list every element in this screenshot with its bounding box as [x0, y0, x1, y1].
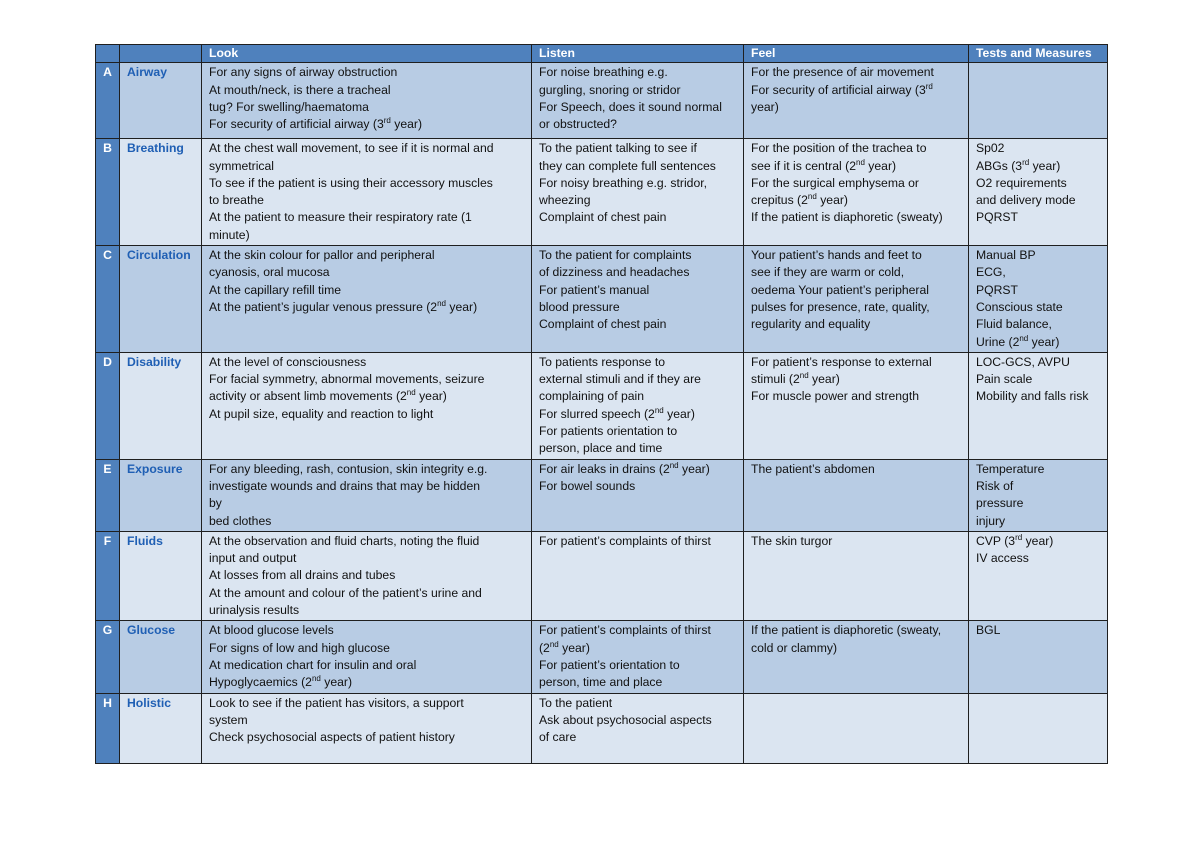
- cell-line: regularity and equality: [751, 317, 871, 332]
- cell-line: At mouth/neck, is there a tracheal: [209, 82, 391, 97]
- cell-line: For facial symmetry, abnormal movements, seizure: [209, 372, 485, 387]
- cell-line: year): [751, 99, 779, 114]
- cell-line: to breathe: [209, 193, 264, 208]
- cell-line: minute): [209, 227, 250, 242]
- row-category: Fluids: [120, 531, 202, 620]
- tests-cell: [969, 531, 1108, 620]
- cell-line: At the patient to measure their respiratory rate (1: [209, 210, 472, 225]
- cell-line: IV access: [976, 551, 1029, 566]
- cell-line: For patient’s response to external: [751, 354, 932, 369]
- cell-line: If the patient is diaphoretic (sweaty,: [751, 623, 942, 638]
- cell-line: of dizziness and headaches: [539, 265, 690, 280]
- feel-cell: [744, 246, 969, 353]
- cell-line: wheezing: [539, 193, 591, 208]
- listen-cell: [532, 139, 744, 246]
- look-cell: [202, 63, 532, 139]
- cell-line: (2nd year): [539, 639, 590, 655]
- cell-line: gurgling, snoring or stridor: [539, 82, 681, 97]
- cell-line: and delivery mode: [976, 193, 1076, 208]
- cell-line: For the presence of air movement: [751, 65, 934, 80]
- listen-cell: [532, 531, 744, 620]
- cell-line: For the surgical emphysema or: [751, 175, 919, 190]
- cell-line: input and output: [209, 551, 297, 566]
- listen-cell: [532, 352, 744, 459]
- cell-line: activity or absent limb movements (2nd year): [209, 388, 447, 404]
- row-letter: B: [96, 139, 120, 246]
- cell-line: For bowel sounds: [539, 478, 636, 493]
- look-cell: [202, 693, 532, 763]
- cell-line: blood pressure: [539, 299, 620, 314]
- cell-line: To the patient for complaints: [539, 248, 692, 263]
- cell-line: For any signs of airway obstruction: [209, 65, 398, 80]
- cell-line: For security of artificial airway (3rd year): [209, 116, 423, 132]
- tests-cell: [969, 352, 1108, 459]
- cell-line: Manual BP: [976, 248, 1036, 263]
- table-row-fluids: [96, 531, 1108, 620]
- cell-line: of care: [539, 730, 577, 745]
- cell-line: cyanosis, oral mucosa: [209, 265, 330, 280]
- header-tests: Tests and Measures: [969, 45, 1108, 63]
- cell-line: At pupil size, equality and reaction to light: [209, 406, 434, 421]
- cell-line: Mobility and falls risk: [976, 389, 1089, 404]
- cell-line: For noisy breathing e.g. stridor,: [539, 175, 707, 190]
- cell-line: complaining of pain: [539, 389, 645, 404]
- cell-line: At losses from all drains and tubes: [209, 568, 396, 583]
- cell-line: Conscious state: [976, 299, 1063, 314]
- cell-line: by: [209, 496, 222, 511]
- feel-cell: [744, 693, 969, 763]
- cell-line: urinalysis results: [209, 603, 300, 618]
- cell-line: At the skin colour for pallor and peripheral: [209, 248, 435, 263]
- cell-line: For security of artificial airway (3rd: [751, 81, 933, 97]
- cell-line: At the patient’s jugular venous pressure (2nd year): [209, 298, 478, 314]
- cell-line: Complaint of chest pain: [539, 210, 667, 225]
- row-letter: C: [96, 246, 120, 353]
- cell-line: BGL: [976, 623, 1001, 638]
- cell-line: they can complete full sentences: [539, 158, 716, 173]
- assessment-table: [95, 44, 1108, 764]
- header-row: [96, 45, 1108, 63]
- cell-line: To the patient talking to see if: [539, 141, 697, 156]
- cell-line: For slurred speech (2nd year): [539, 405, 695, 421]
- cell-line: person, time and place: [539, 675, 663, 690]
- tests-cell: [969, 139, 1108, 246]
- cell-line: For the position of the trachea to: [751, 141, 927, 156]
- cell-line: At blood glucose levels: [209, 623, 334, 638]
- feel-cell: [744, 459, 969, 531]
- cell-line: Sp02: [976, 141, 1005, 156]
- row-category: Breathing: [120, 139, 202, 246]
- cell-line: The patient’s abdomen: [751, 461, 875, 476]
- row-category: Disability: [120, 352, 202, 459]
- look-cell: [202, 246, 532, 353]
- row-letter: G: [96, 621, 120, 693]
- table-row-exposure: [96, 459, 1108, 531]
- cell-line: For patient’s manual: [539, 282, 650, 297]
- cell-line: The skin turgor: [751, 533, 833, 548]
- header-category: [120, 45, 202, 63]
- look-cell: [202, 459, 532, 531]
- cell-line: To see if the patient is using their accessory muscles: [209, 175, 493, 190]
- row-category: Airway: [120, 63, 202, 139]
- cell-line: At medication chart for insulin and oral: [209, 657, 417, 672]
- cell-line: For Speech, does it sound normal: [539, 99, 722, 114]
- cell-line: stimuli (2nd year): [751, 371, 840, 387]
- table-row-disability: [96, 352, 1108, 459]
- table-row-airway: [96, 63, 1108, 139]
- cell-line: cold or clammy): [751, 640, 838, 655]
- feel-cell: [744, 139, 969, 246]
- cell-line: For patient’s complaints of thirst: [539, 623, 711, 638]
- cell-line: Urine (2nd year): [976, 333, 1060, 349]
- cell-line: investigate wounds and drains that may be hidden: [209, 478, 481, 493]
- feel-cell: [744, 352, 969, 459]
- cell-line: oedema Your patient’s peripheral: [751, 282, 929, 297]
- row-letter: E: [96, 459, 120, 531]
- cell-line: pressure: [976, 496, 1024, 511]
- look-cell: [202, 531, 532, 620]
- cell-line: At the capillary refill time: [209, 282, 342, 297]
- listen-cell: [532, 246, 744, 353]
- look-cell: [202, 621, 532, 693]
- header-letter: [96, 45, 120, 63]
- cell-line: pulses for presence, rate, quality,: [751, 299, 930, 314]
- tests-cell: [969, 246, 1108, 353]
- cell-line: external stimuli and if they are: [539, 372, 701, 387]
- cell-line: or obstructed?: [539, 117, 617, 132]
- cell-line: see if they are warm or cold,: [751, 265, 905, 280]
- cell-line: If the patient is diaphoretic (sweaty): [751, 210, 943, 225]
- cell-line: system: [209, 712, 248, 727]
- look-cell: [202, 139, 532, 246]
- cell-line: For patients orientation to: [539, 424, 678, 439]
- cell-line: Risk of: [976, 478, 1014, 493]
- row-letter: A: [96, 63, 120, 139]
- tests-cell: [969, 621, 1108, 693]
- cell-line: At the chest wall movement, to see if it is normal and: [209, 141, 494, 156]
- cell-line: Fluid balance,: [976, 317, 1052, 332]
- cell-line: Pain scale: [976, 372, 1033, 387]
- cell-line: Temperature: [976, 461, 1045, 476]
- row-category: Holistic: [120, 693, 202, 763]
- cell-line: For noise breathing e.g.: [539, 65, 668, 80]
- listen-cell: [532, 63, 744, 139]
- cell-line: Complaint of chest pain: [539, 317, 667, 332]
- cell-line: Your patient’s hands and feet to: [751, 248, 922, 263]
- cell-line: At the level of consciousness: [209, 354, 367, 369]
- table-row-holistic: [96, 693, 1108, 763]
- cell-line: symmetrical: [209, 158, 275, 173]
- tests-cell: [969, 693, 1108, 763]
- feel-cell: [744, 621, 969, 693]
- table-row-circulation: [96, 246, 1108, 353]
- row-category: Exposure: [120, 459, 202, 531]
- look-cell: [202, 352, 532, 459]
- cell-line: crepitus (2nd year): [751, 192, 848, 208]
- header-feel: Feel: [744, 45, 969, 63]
- header-look: Look: [202, 45, 532, 63]
- row-letter: D: [96, 352, 120, 459]
- cell-line: To the patient: [539, 695, 613, 710]
- row-category: Circulation: [120, 246, 202, 353]
- cell-line: For air leaks in drains (2nd year): [539, 460, 710, 476]
- cell-line: bed clothes: [209, 513, 272, 528]
- abcde-assessment-sheet: [95, 44, 1108, 764]
- cell-line: For signs of low and high glucose: [209, 640, 390, 655]
- cell-line: Ask about psychosocial aspects: [539, 712, 712, 727]
- cell-line: Look to see if the patient has visitors, a support: [209, 695, 464, 710]
- cell-line: Hypoglycaemics (2nd year): [209, 674, 353, 690]
- cell-line: For any bleeding, rash, contusion, skin integrity e.g.: [209, 461, 488, 476]
- row-category: Glucose: [120, 621, 202, 693]
- cell-line: For patient’s complaints of thirst: [539, 533, 711, 548]
- tests-cell: [969, 63, 1108, 139]
- header-listen: Listen: [532, 45, 744, 63]
- listen-cell: [532, 621, 744, 693]
- cell-line: To patients response to: [539, 354, 666, 369]
- tests-cell: [969, 459, 1108, 531]
- cell-line: For patient’s orientation to: [539, 657, 680, 672]
- cell-line: PQRST: [976, 210, 1018, 225]
- cell-line: Check psychosocial aspects of patient history: [209, 730, 455, 745]
- cell-line: CVP (3rd year): [976, 532, 1054, 548]
- feel-cell: [744, 63, 969, 139]
- cell-line: O2 requirements: [976, 175, 1067, 190]
- cell-line: LOC-GCS, AVPU: [976, 354, 1070, 369]
- cell-line: tug? For swelling/haematoma: [209, 99, 369, 114]
- cell-line: see if it is central (2nd year): [751, 157, 897, 173]
- cell-line: PQRST: [976, 282, 1018, 297]
- cell-line: For muscle power and strength: [751, 389, 919, 404]
- listen-cell: [532, 693, 744, 763]
- feel-cell: [744, 531, 969, 620]
- table-row-glucose: [96, 621, 1108, 693]
- cell-line: At the observation and fluid charts, noting the fluid: [209, 533, 480, 548]
- listen-cell: [532, 459, 744, 531]
- table-row-breathing: [96, 139, 1108, 246]
- cell-line: person, place and time: [539, 441, 663, 456]
- cell-line: injury: [976, 513, 1006, 528]
- cell-line: ECG,: [976, 265, 1006, 280]
- cell-line: At the amount and colour of the patient’s urine and: [209, 585, 482, 600]
- row-letter: F: [96, 531, 120, 620]
- cell-line: ABGs (3rd year): [976, 157, 1061, 173]
- row-letter: H: [96, 693, 120, 763]
